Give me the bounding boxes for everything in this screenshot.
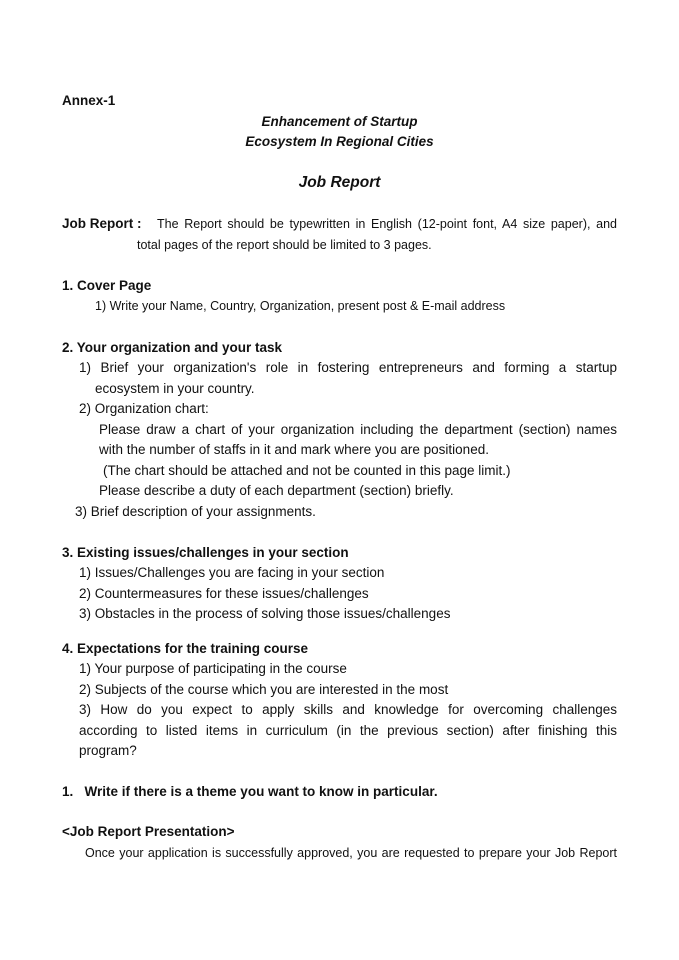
section2-item2-sub2: (The chart should be attached and not be counted in this page limit.) <box>103 463 511 478</box>
program-title-line1: Enhancement of Startup <box>261 114 418 129</box>
presentation-line1: Once your application is successfully approved, you are requested to prepare your Job Report <box>85 846 617 860</box>
section5-heading: 1. Write if there is a theme you want to know in particular. <box>62 784 438 799</box>
section4-item1: 1) Your purpose of participating in the course <box>79 661 347 676</box>
program-title-line2: Ecosystem In Regional Cities <box>245 134 434 149</box>
section2-item2-sub1-line1: Please draw a chart of your organization including the department (section) names <box>99 422 617 437</box>
section3-item3: 3) Obstacles in the process of solving those issues/challenges <box>79 606 451 621</box>
intro-line2: total pages of the report should be limited to 3 pages. <box>137 238 432 252</box>
section1-heading: 1. Cover Page <box>62 278 152 293</box>
section4-item3-line3: program? <box>79 743 137 758</box>
section4-item3-line2: according to listed items in curriculum (in the previous section) after finishing this <box>79 723 617 738</box>
section2-heading: 2. Your organization and your task <box>62 340 283 355</box>
annex-label: Annex-1 <box>62 93 116 108</box>
section2-item1-line1: 1) Brief your organization's role in fostering entrepreneurs and forming a startup <box>79 360 617 375</box>
section2-item2-sub3: Please describe a duty of each department (section) briefly. <box>99 483 454 498</box>
section2-item1-line2: ecosystem in your country. <box>95 381 255 396</box>
section4-item3-line1: 3) How do you expect to apply skills and knowledge for overcoming challenges <box>79 702 617 717</box>
section3-heading: 3. Existing issues/challenges in your section <box>62 545 349 560</box>
section2-item3: 3) Brief description of your assignments. <box>75 504 316 519</box>
section1-item1: 1) Write your Name, Country, Organization, present post & E-mail address <box>95 299 506 313</box>
intro-label: Job Report : <box>62 216 142 231</box>
section2-item2: 2) Organization chart: <box>79 401 209 416</box>
section3-item2: 2) Countermeasures for these issues/challenges <box>79 586 369 601</box>
intro-line1: The Report should be typewritten in English (12-point font, A4 size paper), and <box>157 217 617 231</box>
section2-item2-sub1-line2: with the number of staffs in it and mark where you are positioned. <box>99 442 489 457</box>
section4-item2: 2) Subjects of the course which you are interested in the most <box>79 682 449 697</box>
section3-item1: 1) Issues/Challenges you are facing in your section <box>79 565 385 580</box>
presentation-heading: <Job Report Presentation> <box>62 824 235 839</box>
document-title: Job Report <box>298 174 381 191</box>
section4-heading: 4. Expectations for the training course <box>62 641 309 656</box>
